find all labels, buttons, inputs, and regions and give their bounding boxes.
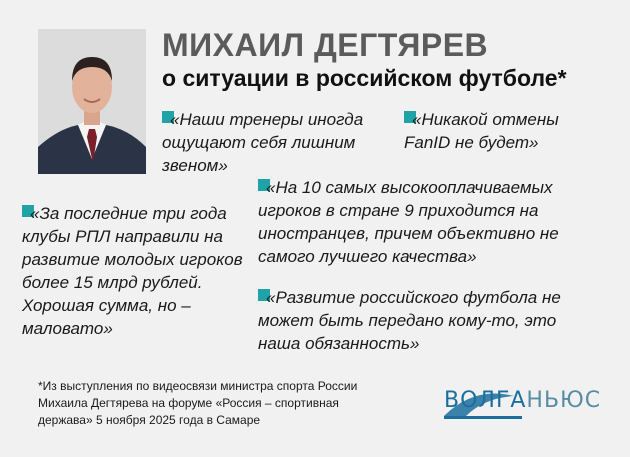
- quote-fanid: [404, 108, 604, 154]
- footnote: *Из выступления по видеосвязи министра спорта России Михаила Дегтярева на форуме «Россия – спортивная держава» 5 ноября 2025 года в Самаре: [38, 379, 358, 427]
- quote-text: «За последние три года клубы РПЛ направили на развитие молодых игроков более 15 млрд рублей. Хорошая сумма, но – маловато»: [22, 204, 243, 338]
- quote-responsibility: [258, 286, 588, 355]
- logo-text: [444, 388, 601, 413]
- volganews-logo: [444, 382, 604, 422]
- quote-coaches: [162, 108, 382, 177]
- quote-text: «Никакой отмены FanID не будет»: [404, 110, 559, 152]
- page-subtitle: о ситуации в российском футболе*: [162, 65, 567, 91]
- portrait-photo: [38, 29, 146, 174]
- quote-investment: [22, 202, 262, 340]
- logo-part-news: НЬЮС: [526, 388, 602, 413]
- logo-part-volga: ВОЛГА: [444, 388, 527, 413]
- quote-text: «Развитие российского футбола не может быть передано кому-то, это наша обязанность»: [258, 288, 561, 353]
- quote-text: «Наши тренеры иногда ощущают себя лишним звеном»: [162, 110, 364, 175]
- quote-text: «На 10 самых высокооплачиваемых игроков в стране 9 приходится на иностранцев, причем объективно не самого лучшего качества»: [258, 178, 559, 266]
- page-title: МИХАИЛ ДЕГТЯРЕВ: [162, 27, 489, 63]
- quote-foreign-players: [258, 176, 588, 268]
